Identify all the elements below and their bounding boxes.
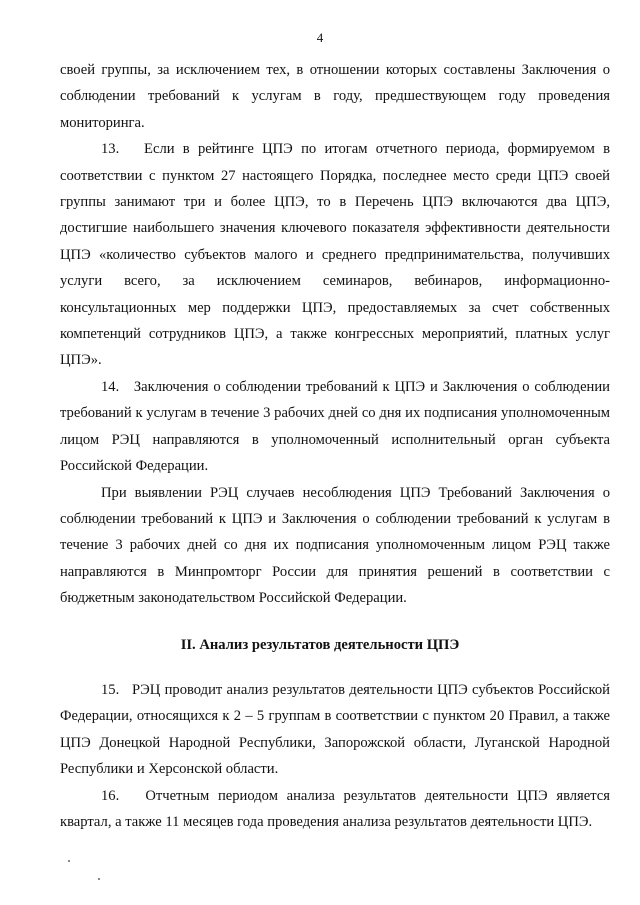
page-number: 4: [316, 30, 324, 45]
paragraph-15: 15. РЭЦ проводит анализ результатов деятельности ЦПЭ субъектов Российской Федерации, относящихся к 2 – 5 группам в соответствии с пунктом 20 Правил, а также ЦПЭ Донецкой Народной Республики, Запорожской области, Луганской Народной Республики и Херсонской области.: [60, 682, 610, 778]
paragraph-13: 13. Если в рейтинге ЦПЭ по итогам отчетного периода, формируемом в соответствии с пунктом 27 настоящего Порядка, последнее место среди ЦПЭ своей группы занимают три и более ЦПЭ, то в Перечень ЦПЭ включаются два ЦПЭ, достигшие наибольшего значения ключевого показателя эффективности деятельности ЦПЭ «количество субъектов малого и среднего предпринимательства, получивших услуги всего, за исключением семинаров, вебинаров, информационно-консультационных мер поддержки ЦПЭ, предоставляемых за счет собственных компетенций сотрудников ЦПЭ, а также конгрессных мероприятий, платных услуг ЦПЭ».: [60, 141, 610, 369]
paragraph-14-continued: При выявлении РЭЦ случаев несоблюдения ЦПЭ Требований Заключения о соблюдении требований к ЦПЭ и Заключения о соблюдении требований к услугам в течение 3 рабочих дней со дня их подписания уполномоченным лицом РЭЦ также направляются в Минпромторг России для принятия решений в соответствии с бюджетным законодательством Российской Федерации.: [60, 484, 610, 607]
text-block-bottom: [60, 677, 610, 835]
scan-speck: [68, 860, 70, 862]
paragraph-14: 14. Заключения о соблюдении требований к ЦПЭ и Заключения о соблюдении требований к услугам в течение 3 рабочих дней со дня их подписания уполномоченным лицом РЭЦ направляются в уполномоченный исполнительный орган субъекта Российской Федерации.: [60, 378, 610, 475]
text-block-top: [60, 57, 610, 612]
paragraph-16: 16. Отчетным периодом анализа результатов деятельности ЦПЭ является квартал, а также 11 месяцев года проведения анализа результатов деятельности ЦПЭ.: [60, 787, 610, 831]
paragraph-continuation: своей группы, за исключением тех, в отношении которых составлены Заключения о соблюдении требований к услугам в году, предшествующем году проведения мониторинга.: [60, 62, 610, 131]
scan-speck: [98, 878, 100, 880]
section-heading: II. Анализ результатов деятельности ЦПЭ: [180, 637, 460, 653]
